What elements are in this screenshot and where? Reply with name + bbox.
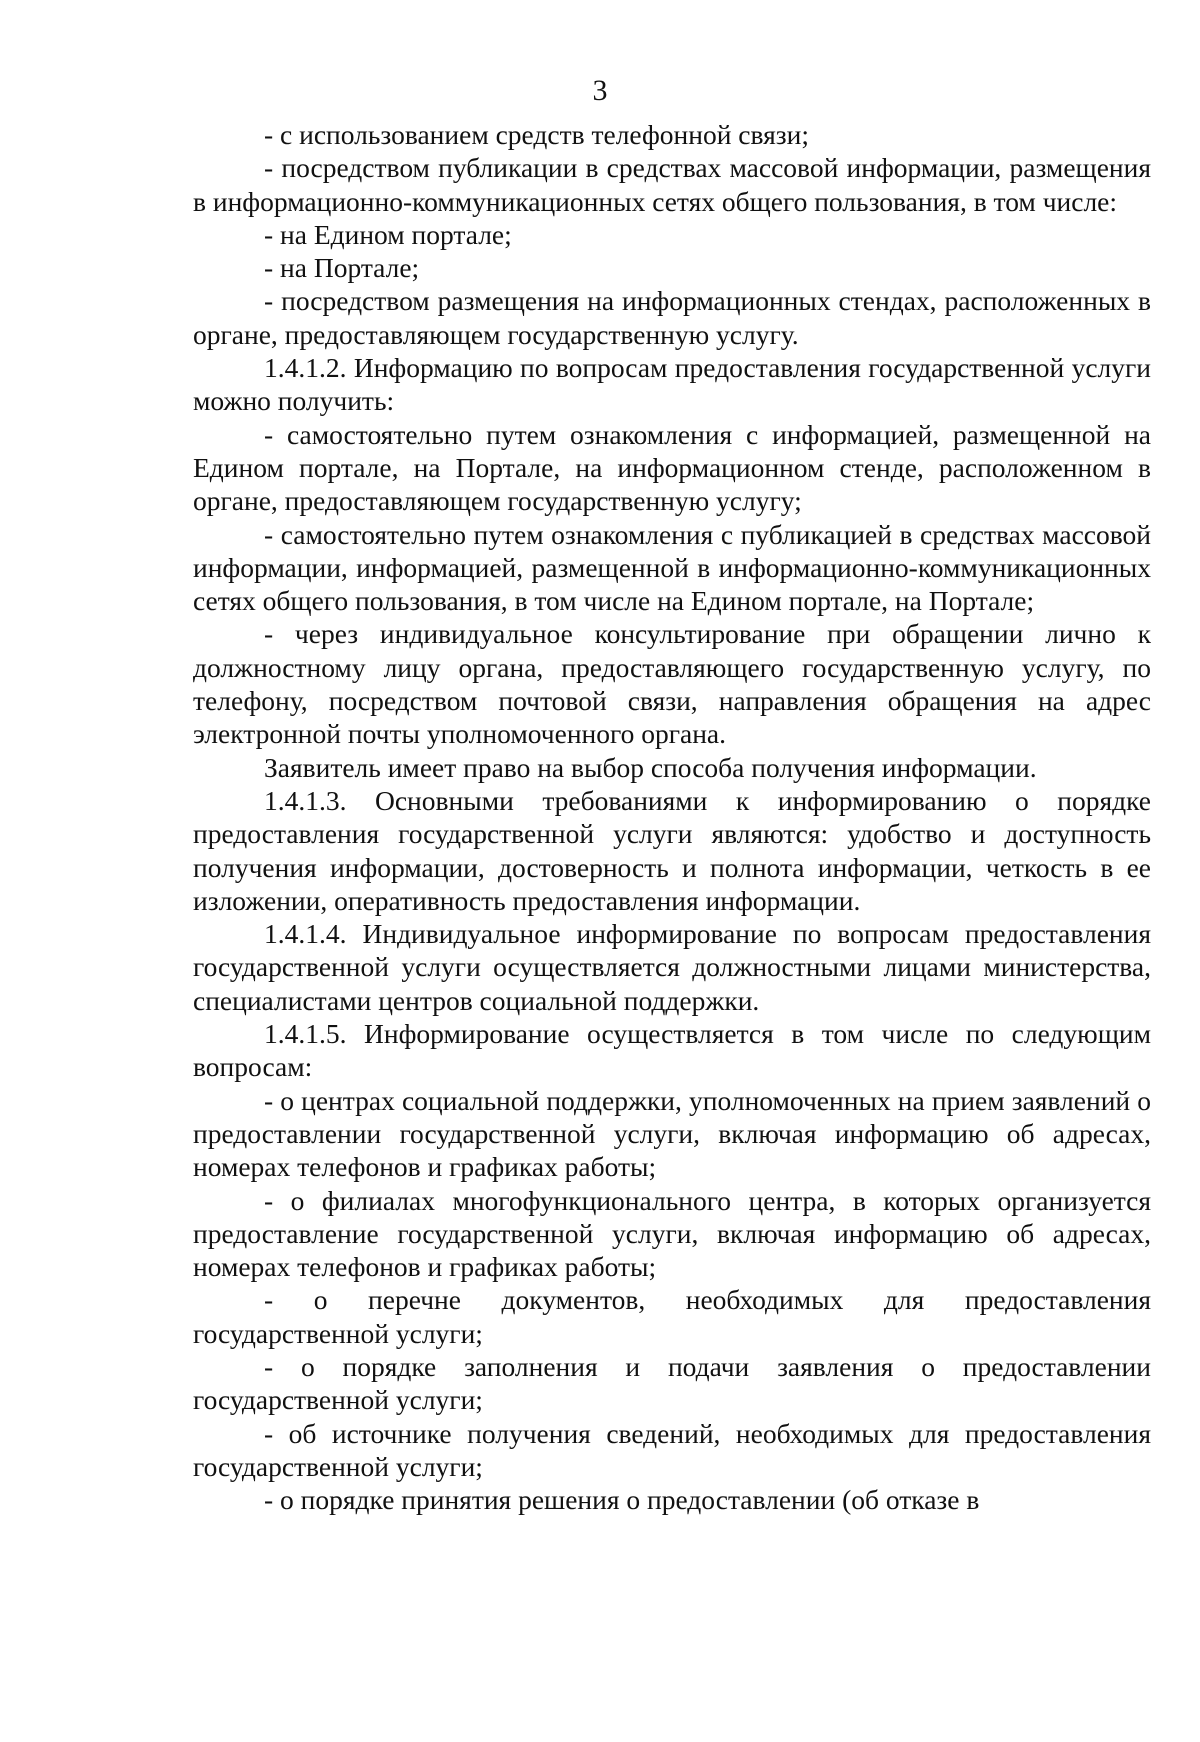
paragraph-1: - с использованием средств телефонной связи; [264, 119, 810, 150]
document-body [193, 118, 1151, 1516]
paragraph-5: - посредством размещения на информационных стендах, расположенных в органе, предоставляющем государственную услугу. [193, 285, 1151, 350]
paragraph-15: - о филиалах многофункционального центра, в которых организуется предоставление государственной услуги, включая информацию об адресах, номерах телефонов и графиках работы; [193, 1184, 1151, 1283]
paragraph-19: - о порядке принятия решения о предоставлении (об отказе в [264, 1484, 980, 1516]
paragraph-4: - на Портале; [264, 252, 420, 284]
paragraph-18: - об источнике получения сведений, необходимых для предоставления государственной услуги; [193, 1417, 1151, 1482]
paragraph-10: Заявитель имеет право на выбор способа получения информации. [264, 751, 1037, 783]
paragraph-14: - о центрах социальной поддержки, уполномоченных на прием заявлений о предоставлении государственной услуги, включая информацию об адресах, номерах телефонов и графиках работы; [193, 1084, 1151, 1183]
paragraph-3: - на Едином портале; [264, 218, 512, 250]
paragraph-11: 1.4.1.3. Основными требованиями к информированию о порядке предоставления государственной услуги являются: удобство и доступность получения информации, достоверность и полнота информации, четкость в ее изложении, оперативность предоставления информации. [193, 784, 1151, 916]
paragraph-6: 1.4.1.2. Информацию по вопросам предоставления государственной услуги можно получить: [193, 352, 1151, 417]
page-number: 3 [592, 74, 608, 107]
paragraph-8: - самостоятельно путем ознакомления с публикацией в средствах массовой информации, информацией, размещенной в информационно-коммуникационных сетях общего пользования, в том числе на Едином портале, на Портале; [193, 518, 1151, 617]
paragraph-9: - через индивидуальное консультирование при обращении лично к должностному лицу органа, предоставляющего государственную услугу, по телефону, посредством почтовой связи, направления обращения на адрес электронной почты уполномоченного органа. [193, 618, 1151, 750]
paragraph-12: 1.4.1.4. Индивидуальное информирование по вопросам предоставления государственной услуги осуществляется должностными лицами министерства, специалистами центров социальной поддержки. [193, 918, 1151, 1016]
paragraph-7: - самостоятельно путем ознакомления с информацией, размещенной на Едином портале, на Портале, на информационном стенде, расположенном в органе, предоставляющем государственную услугу; [193, 418, 1151, 517]
paragraph-2: - посредством публикации в средствах массовой информации, размещения в информационно-коммуникационных сетях общего пользования, в том числе: [193, 152, 1151, 217]
paragraph-16: - о перечне документов, необходимых для предоставления государственной услуги; [193, 1284, 1151, 1349]
paragraph-13: 1.4.1.5. Информирование осуществляется в том числе по следующим вопросам: [193, 1018, 1151, 1083]
paragraph-17: - о порядке заполнения и подачи заявления о предоставлении государственной услуги; [193, 1350, 1151, 1416]
